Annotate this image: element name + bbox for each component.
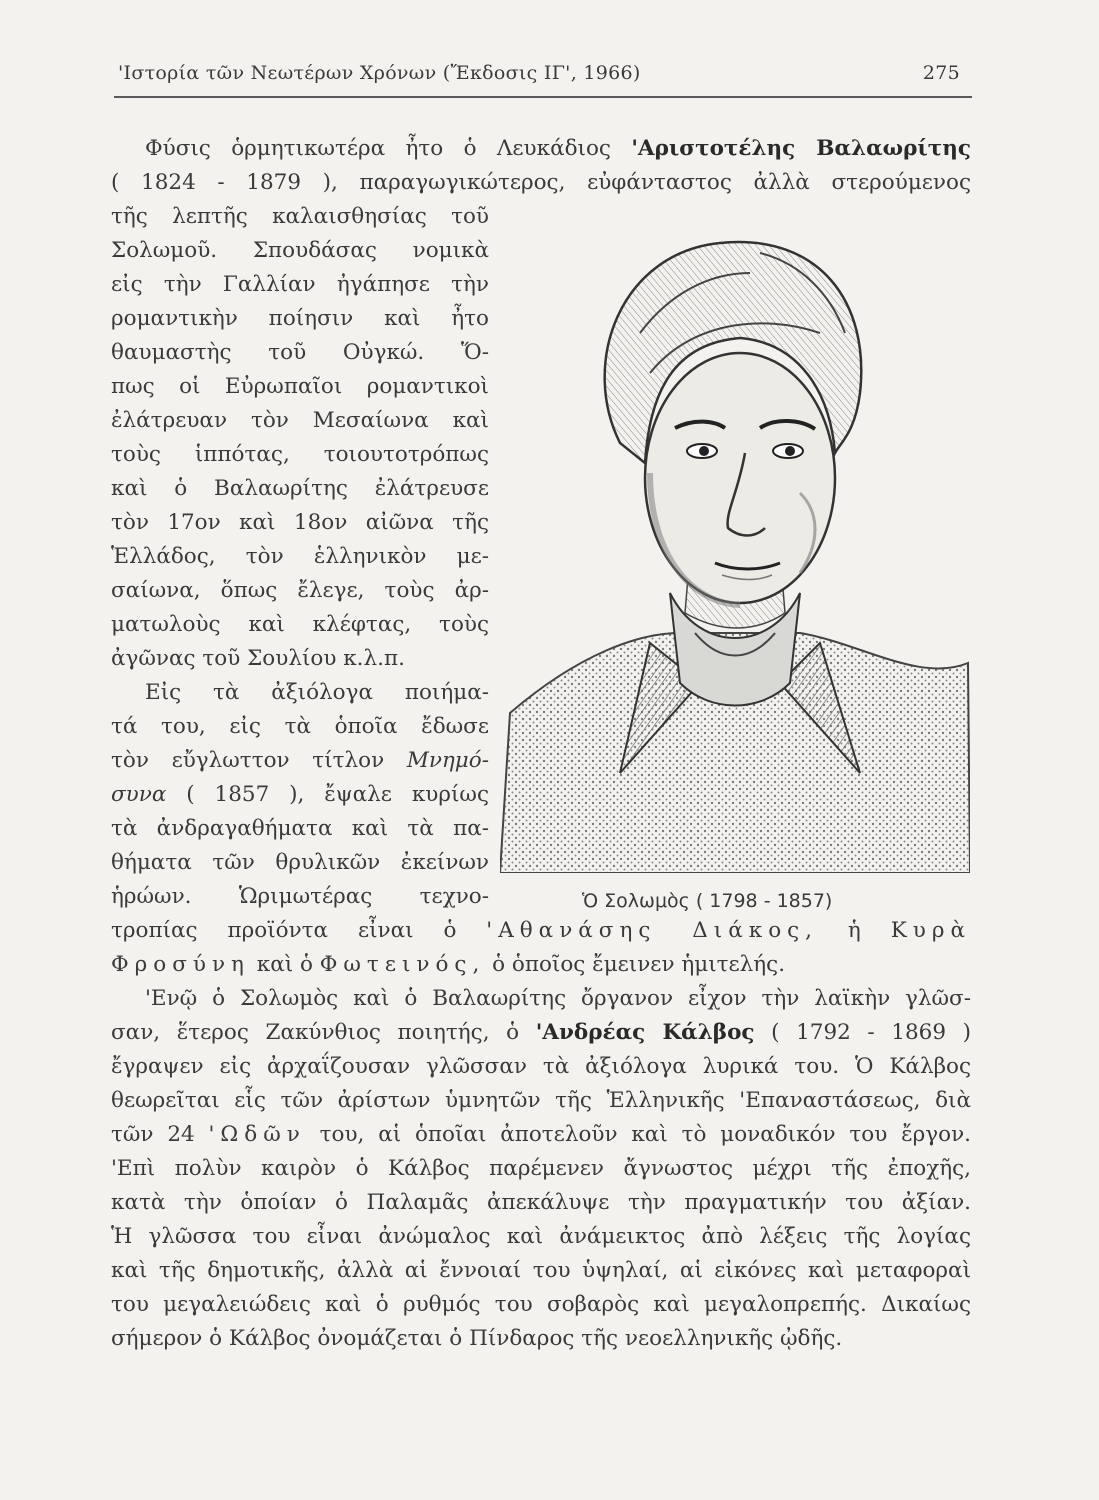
text-line: σαίωνα, ὅπως ἔλεγε, τοὺς ἀρ- — [111, 578, 489, 603]
page-number: 275 — [922, 62, 960, 84]
text-line: Σολωμοῦ. Σπουδάσας νομικὰ — [111, 238, 489, 263]
text-line: Ἑλλάδος, τὸν ἑλληνικὸν με- — [111, 544, 489, 569]
text-line: τὸν εὔγλωττον τίτλον Μνημό- — [111, 748, 489, 773]
text-line: καὶ τῆς δημοτικῆς, ἀλλὰ αἱ ἔννοιαί του ὑψηλαί, αἱ εἰκόνες καὶ μεταφοραὶ — [111, 1258, 971, 1283]
spaced-title: Φωτεινός, — [319, 952, 486, 977]
text-line: πως οἱ Εὐρωπαῖοι ρομαντικοὶ — [111, 374, 489, 399]
text-line: θεωρεῖται εἷς τῶν ἀρίστων ὑμνητῶν τῆς Ἑλληνικῆς 'Επαναστάσεως, διὰ — [111, 1088, 971, 1113]
text-line: τά του, εἰς τὰ ὁποῖα ἔδωσε — [111, 714, 489, 739]
text-line: Εἰς τὰ ἀξιόλογα ποιήμα- — [145, 680, 489, 705]
text-line: του μεγαλειώδεις καὶ ὁ ρυθμός του σοβαρὸς καὶ μεγαλοπρεπής. Δικαίως — [111, 1292, 971, 1317]
text-line: Ἡ γλῶσσα του εἶναι ἀνώμαλος καὶ ἀνάμεικτος ἀπὸ λέξεις τῆς λογίας — [111, 1224, 971, 1249]
text-line: ἡρώων. Ὡριμωτέρας τεχνο- — [111, 884, 489, 909]
spaced-title: Φροσύνη — [111, 952, 250, 977]
spaced-title: Κυρὰ — [890, 918, 971, 943]
italic-title: Μνημό- — [406, 748, 489, 773]
text-line: τοὺς ἱππότας, τοιουτοτρόπως — [111, 442, 489, 467]
bold-name: 'Ανδρέας Κάλβος — [535, 1020, 755, 1045]
text-line: τροπίας προϊόντα εἶναι ὁ 'Αθανάσης Διάκος, ἡ Κυρὰ — [111, 918, 971, 943]
text-line: ρομαντικὴν ποίησιν καὶ ἦτο — [111, 306, 489, 331]
italic-title: συνα — [111, 782, 167, 807]
text-line: 'Επὶ πολὺν καιρὸν ὁ Κάλβος παρέμενεν ἄγνωστος μέχρι τῆς ἐποχῆς, — [111, 1156, 971, 1181]
text-line: τῶν 24 'Ωδῶν του, αἱ ὁποῖαι ἀποτελοῦν καὶ τὸ μοναδικόν του ἔργον. — [111, 1122, 971, 1147]
text-line: ( 1824 - 1879 ), παραγωγικώτερος, εὐφάνταστος ἀλλὰ στερούμενος — [111, 170, 971, 195]
text-line: σαν, ἕτερος Ζακύνθιος ποιητής, ὁ 'Ανδρέας Κάλβος ( 1792 - 1869 ) — [111, 1020, 971, 1045]
text-line: καὶ ὁ Βαλαωρίτης ἐλάτρευσε — [111, 476, 489, 501]
spaced-title: 'Αθανάσης Διάκος, — [486, 918, 819, 943]
figure-caption: Ὁ Σολωμὸς ( 1798 - 1857) — [582, 890, 833, 912]
spaced-title: 'Ωδῶν — [208, 1122, 306, 1147]
bold-name: 'Αριστοτέλης Βαλαωρίτης — [631, 136, 971, 161]
text-line: τῆς λεπτῆς καλαισθησίας τοῦ — [111, 204, 489, 229]
portrait-engraving — [500, 213, 970, 873]
text-line: ἐλάτρευαν τὸν Μεσαίωνα καὶ — [111, 408, 489, 433]
text-line: τὸν 17ον καὶ 18ον αἰῶνα τῆς — [111, 510, 489, 535]
text-line: εἰς τὴν Γαλλίαν ἠγάπησε τὴν — [111, 272, 489, 297]
text-line: τὰ ἀνδραγαθήματα καὶ τὰ πα- — [111, 816, 489, 841]
text-line: ἔγραψεν εἰς ἀρχαΐζουσαν γλῶσσαν τὰ ἀξιόλογα λυρικά του. Ὁ Κάλβος — [111, 1054, 971, 1079]
text-line: Φύσις ὁρμητικωτέρα ἦτο ὁ Λευκάδιος 'Αριστοτέλης Βαλαωρίτης — [145, 136, 971, 161]
text-line: 'Ενῷ ὁ Σολωμὸς καὶ ὁ Βαλαωρίτης ὄργανον εἶχον τὴν λαϊκὴν γλῶσ- — [145, 986, 971, 1011]
header-rule — [114, 96, 972, 98]
text-line: Φροσύνη καὶ ὁ Φωτεινός, ὁ ὁποῖος ἔμεινεν ἡμιτελής. — [111, 952, 786, 977]
text-line: συνα ( 1857 ), ἔψαλε κυρίως — [111, 782, 489, 807]
text-line: κατὰ τὴν ὁποίαν ὁ Παλαμᾶς ἀπεκάλυψε τὴν πραγματικήν του ἀξίαν. — [111, 1190, 971, 1215]
text-line: θαυμαστὴς τοῦ Οὐγκώ. Ὅ- — [111, 340, 489, 365]
running-title: 'Ιστορία τῶν Νεωτέρων Χρόνων (Ἔκδοσις ΙΓ', 1966) — [118, 62, 641, 84]
text-line: σήμερον ὁ Κάλβος ὀνομάζεται ὁ Πίνδαρος τῆς νεοελληνικῆς ᾠδῆς. — [111, 1326, 843, 1351]
text-line: ἀγῶνας τοῦ Σουλίου κ.λ.π. — [111, 646, 405, 671]
text-line: ματωλοὺς καὶ κλέφτας, τοὺς — [111, 612, 489, 637]
text-line: θήματα τῶν θρυλικῶν ἐκείνων — [111, 850, 489, 875]
